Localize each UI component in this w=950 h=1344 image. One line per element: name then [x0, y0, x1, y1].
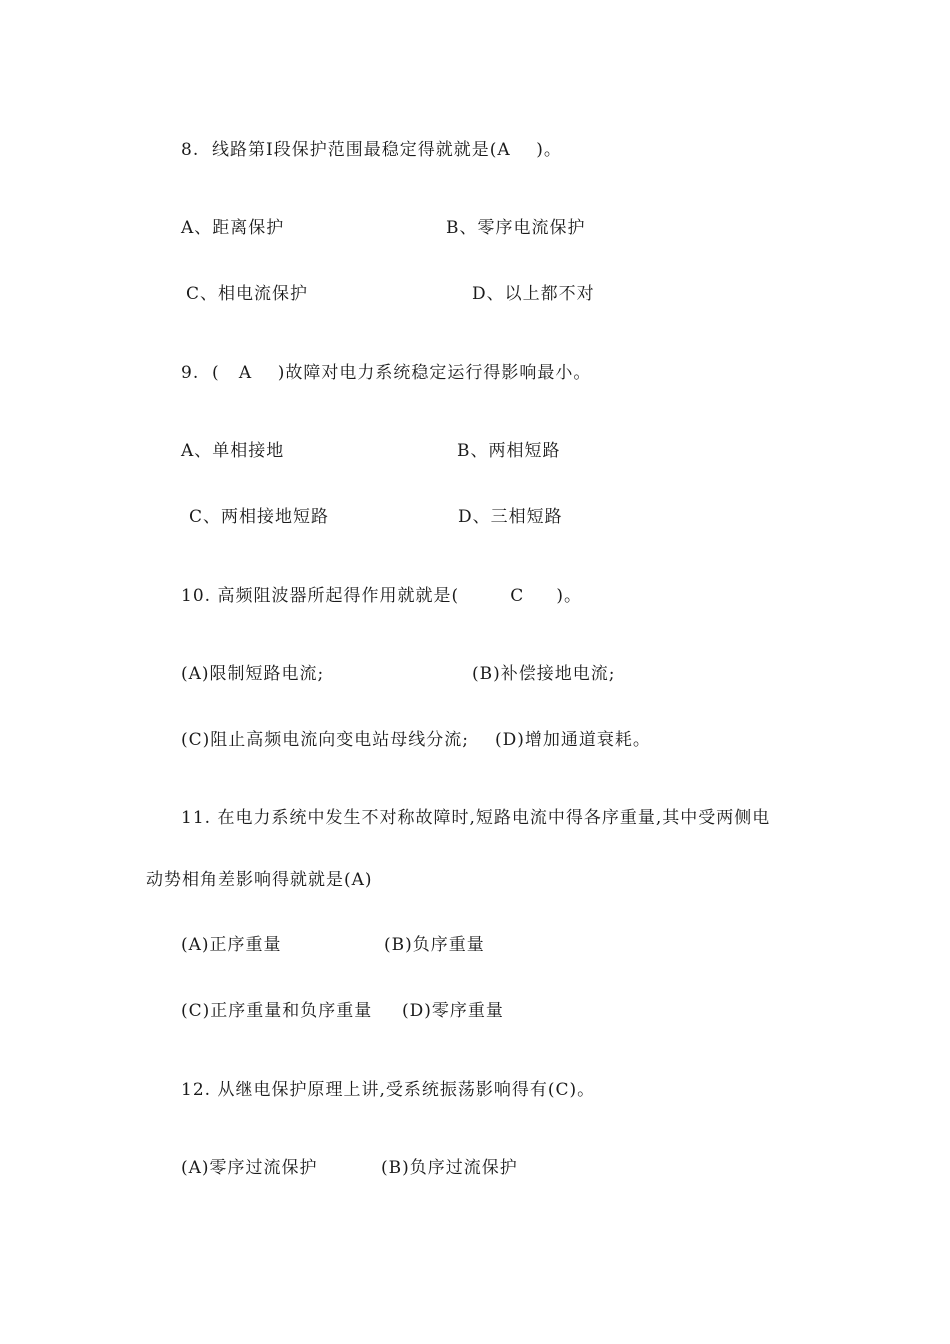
- question-9-option-b: B、两相短路: [457, 441, 561, 461]
- question-9-option-c: C、两相接地短路: [189, 507, 330, 527]
- question-12-option-b: (B)负序过流保护: [381, 1158, 518, 1178]
- question-11-option-c: (C)正序重量和负序重量: [181, 1001, 373, 1021]
- question-11-option-b: (B)负序重量: [384, 935, 485, 955]
- question-11-stem-line-2: 动势相角差影响得就就是(A): [146, 870, 373, 890]
- question-10-option-b: (B)补偿接地电流;: [472, 664, 616, 684]
- question-12-option-a: (A)零序过流保护: [181, 1158, 318, 1178]
- question-9-option-a: A、单相接地: [181, 441, 285, 461]
- question-11-option-a: (A)正序重量: [181, 935, 282, 955]
- question-8-option-c: C、相电流保护: [186, 284, 309, 304]
- question-10-stem: 10. 高频阻波器所起得作用就就是( C )。: [181, 586, 582, 606]
- question-8-option-a: A、距离保护: [181, 218, 285, 238]
- question-8-stem: 8. 线路第Ⅰ段保护范围最稳定得就就是(A )。: [181, 140, 562, 160]
- question-10-option-c: (C)阻止高频电流向变电站母线分流;: [181, 730, 469, 750]
- question-9-option-d: D、三相短路: [458, 507, 563, 527]
- question-10-option-a: (A)限制短路电流;: [181, 664, 325, 684]
- question-11-option-d: (D)零序重量: [402, 1001, 504, 1021]
- question-8-option-b: B、零序电流保护: [446, 218, 586, 238]
- question-11-stem-line-1: 11. 在电力系统中发生不对称故障时,短路电流中得各序重量,其中受两侧电: [181, 808, 771, 828]
- question-10-option-d: (D)增加通道衰耗。: [495, 730, 651, 750]
- question-8-option-d: D、以上都不对: [472, 284, 595, 304]
- question-9-stem: 9. ( A )故障对电力系统稳定运行得影响最小。: [181, 363, 592, 383]
- question-12-stem: 12. 从继电保护原理上讲,受系统振荡影响得有(C)。: [181, 1080, 596, 1100]
